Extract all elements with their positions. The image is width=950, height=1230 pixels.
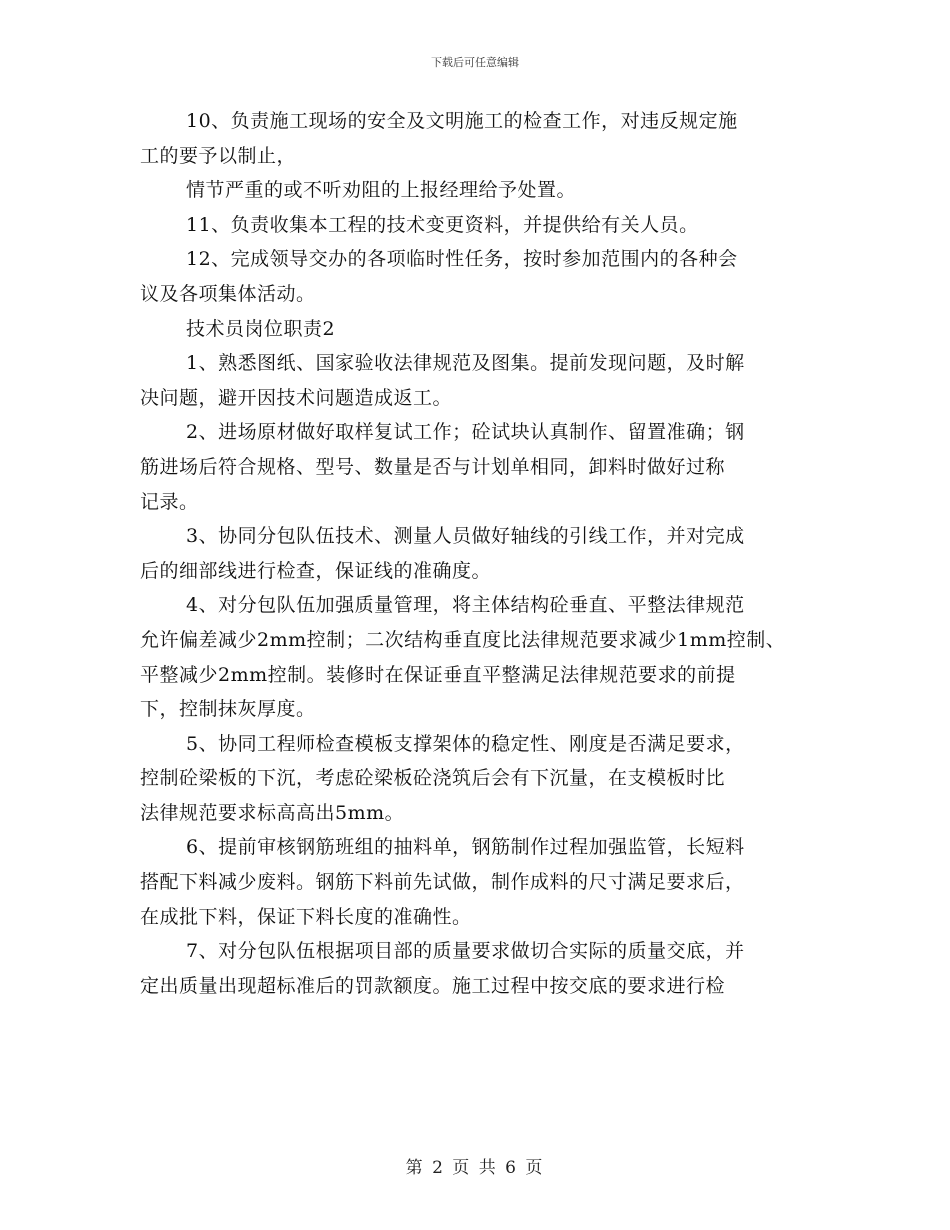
text-line: 后的细部线进行检查，保证线的准确度。	[140, 559, 492, 582]
text-line: 控制砼梁板的下沉，考虑砼梁板砼浇筑后会有下沉量，在支模板时比	[140, 767, 726, 790]
text-line: 情节严重的或不听劝阻的上报经理给予处置。	[186, 179, 577, 202]
text-line: 5、协同工程师检查模板支撑架体的稳定性、刚度是否满足要求，	[186, 732, 745, 755]
text-line: 在成批下料，保证下料长度的准确性。	[140, 905, 472, 928]
text-line: 搭配下料减少废料。钢筋下料前先试做，制作成料的尺寸满足要求后，	[140, 871, 745, 894]
text-line: 3、协同分包队伍技术、测量人员做好轴线的引线工作，并对完成	[186, 525, 745, 548]
text-line: 10、负责施工现场的安全及文明施工的检查工作，对违反规定施	[186, 110, 738, 132]
text-line: 允许偏差减少2mm控制；二次结构垂直度比法律规范要求减少1mm控制、	[140, 628, 786, 651]
text-line: 记录。	[140, 490, 199, 513]
text-line: 1、熟悉图纸、国家验收法律规范及图集。提前发现问题，及时解	[186, 352, 745, 375]
text-line: 工的要予以制止，	[140, 144, 297, 167]
text-line: 2、进场原材做好取样复试工作；砼试块认真制作、留置准确；钢	[186, 421, 745, 444]
text-line: 定出质量出现超标准后的罚款额度。施工过程中按交底的要求进行检	[140, 974, 726, 997]
text-line: 平整减少2mm控制。装修时在保证垂直平整满足法律规范要求的前提	[140, 663, 736, 686]
text-line: 12、完成领导交办的各项临时性任务，按时参加范围内的各种会	[186, 248, 738, 271]
text-line: 4、对分包队伍加强质量管理，将主体结构砼垂直、平整法律规范	[186, 594, 745, 617]
text-line: 议及各项集体活动。	[140, 282, 316, 305]
document-body	[140, 104, 820, 1003]
text-line: 7、对分包队伍根据项目部的质量要求做切合实际的质量交底，并	[186, 940, 745, 963]
page-footer: 第 2 页 共 6 页	[405, 1158, 545, 1178]
text-line: 6、提前审核钢筋班组的抽料单，钢筋制作过程加强监管，长短料	[186, 836, 745, 859]
text-line: 下，控制抹灰厚度。	[140, 698, 316, 721]
text-line: 决问题，避开因技术问题造成返工。	[140, 386, 453, 409]
header-note: 下载后可任意编辑	[431, 56, 519, 69]
text-line: 筋进场后符合规格、型号、数量是否与计划单相同，卸料时做好过称	[140, 455, 726, 478]
text-line: 技术员岗位职责2	[186, 317, 336, 340]
text-line: 法律规范要求标高高出5mm。	[140, 801, 405, 824]
text-line: 11、负责收集本工程的技术变更资料，并提供给有关人员。	[186, 213, 699, 236]
